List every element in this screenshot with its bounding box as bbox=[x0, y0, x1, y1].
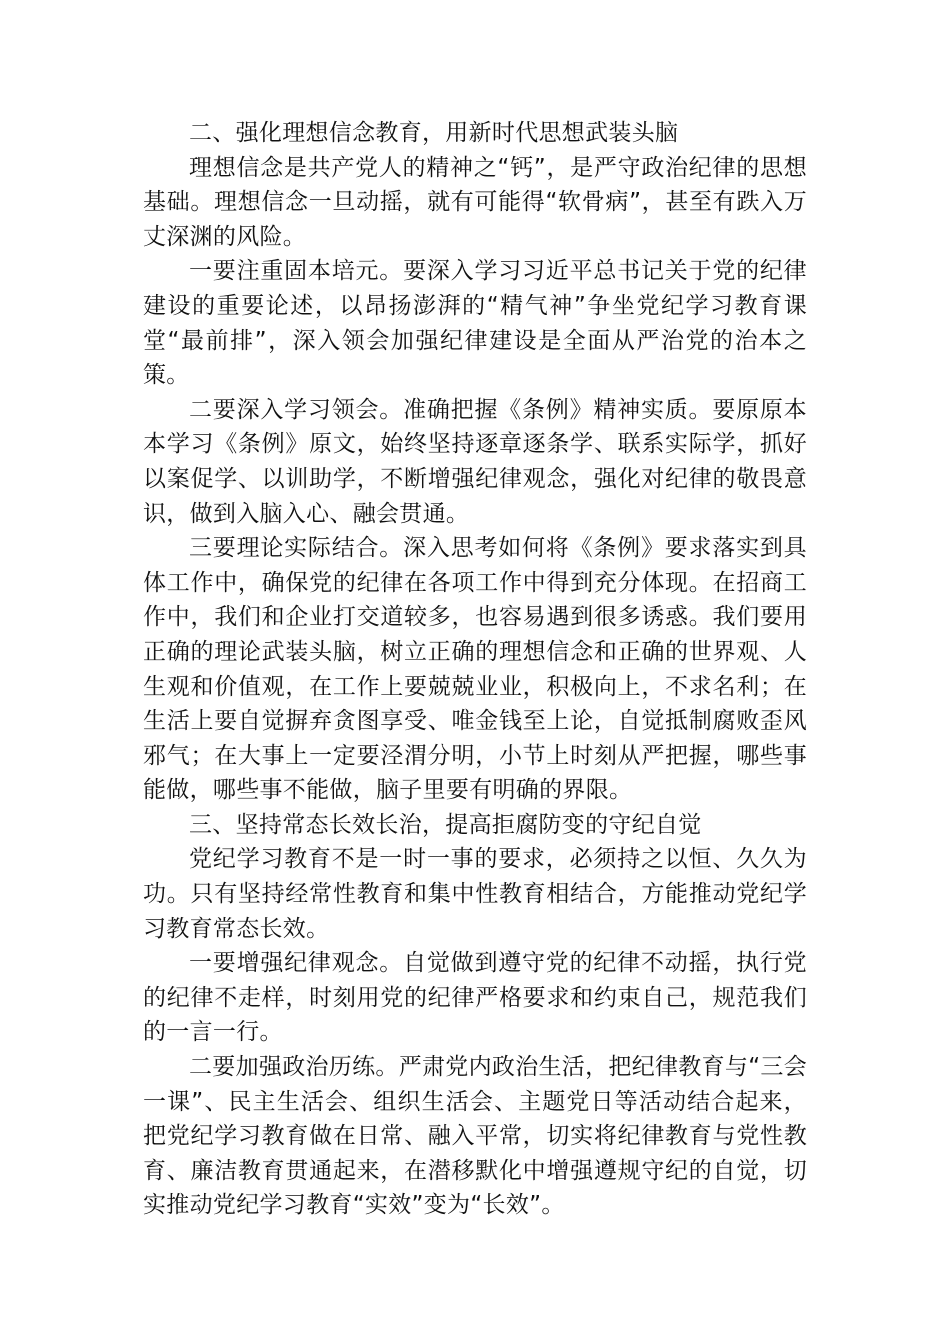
paragraph: 理想信念是共产党人的精神之“钙”，是严守政治纪律的思想基础。理想信念一旦动摇，就有可能得“软骨病”，甚至有跌入万丈深渊的风险。 bbox=[143, 154, 807, 250]
paragraph: 二要加强政治历练。严肃党内政治生活，把纪律教育与“三会一课”、民主生活会、组织生活会、主题党日等活动结合起来，把党纪学习教育做在日常、融入平常，切实将纪律教育与党性教育、廉洁教育贯通起来，在潜移默化中增强遵规守纪的自觉，切实推动党纪学习教育“实效”变为“长效”。 bbox=[143, 1054, 808, 1219]
paragraph: 三要理论实际结合。深入思考如何将《条例》要求落实到具体工作中，确保党的纪律在各项工作中得到充分体现。在招商工作中，我们和企业打交道较多，也容易遇到很多诱惑。我们要用正确的理论武装头脑，树立正确的理想信念和正确的世界观、人生观和价值观，在工作上要兢兢业业，积极向上，不求名利；在生活上要自觉摒弃贪图享受、唯金钱至上论，自觉抵制腐败歪风邪气；在大事上一定要泾渭分明，小节上时刻从严把握，哪些事能做，哪些事不能做，脑子里要有明确的界限。 bbox=[143, 535, 807, 804]
paragraph: 党纪学习教育不是一时一事的要求，必须持之以恒、久久为功。只有坚持经常性教育和集中性教育相结合，方能推动党纪学习教育常态长效。 bbox=[143, 846, 807, 942]
section-heading-2: 二、强化理想信念教育，用新时代思想武装头脑 bbox=[189, 120, 679, 146]
paragraph: 二要深入学习领会。准确把握《条例》精神实质。要原原本本学习《条例》原文，始终坚持逐章逐条学、联系实际学，抓好以案促学、以训助学，不断增强纪律观念，强化对纪律的敬畏意识，做到入脑入心、融会贯通。 bbox=[143, 396, 807, 527]
section-heading-3: 三、坚持常态长效长治，提高拒腐防变的守纪自觉 bbox=[189, 811, 702, 838]
paragraph: 一要增强纪律观念。自觉做到遵守党的纪律不动摇，执行党的纪律不走样，时刻用党的纪律严格要求和约束自己，规范我们的一言一行。 bbox=[143, 950, 807, 1046]
document-body bbox=[143, 116, 807, 1223]
paragraph: 一要注重固本培元。要深入学习习近平总书记关于党的纪律建设的重要论述，以昂扬澎湃的“精气神”争坐党纪学习教育课堂“最前排”，深入领会加强纪律建设是全面从严治党的治本之策。 bbox=[143, 258, 807, 389]
